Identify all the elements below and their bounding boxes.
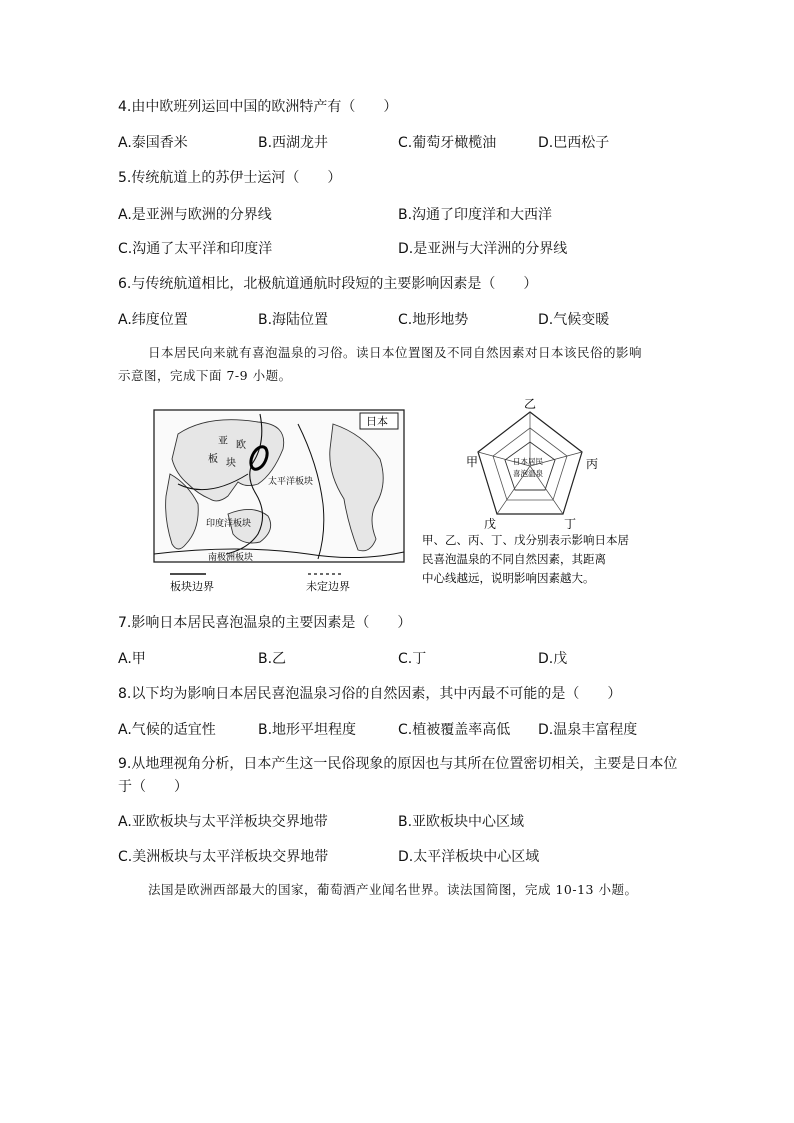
q6-option-c: C.地形地势: [398, 312, 469, 328]
radar-center-line-1: 日本居民: [513, 457, 543, 466]
q5-option-a: A.是亚洲与欧洲的分界线: [118, 207, 272, 223]
radar-label-yi: 乙: [524, 397, 537, 411]
q4-option-c: C.葡萄牙橄榄油: [398, 135, 497, 151]
q5-option-b: B.沟通了印度洋和大西洋: [398, 207, 553, 223]
q7-option-b: B.乙: [258, 651, 287, 667]
q9-option-b: B.亚欧板块中心区域: [398, 814, 525, 830]
q6-option-b: B.海陆位置: [258, 312, 329, 328]
q8-option-a: A.气候的适宜性: [118, 722, 216, 738]
q6-option-d: D.气候变暖: [538, 312, 610, 328]
radar-caption-line-2: 民喜泡温泉的不同自然因素，其距离: [422, 552, 606, 566]
radar-label-wu: 戊: [484, 517, 497, 531]
radar-label-ding: 丁: [564, 517, 577, 531]
map-japan-label: 日本: [366, 415, 388, 428]
map-label-ban: 板: [208, 454, 218, 465]
question-5-stem: 5.传统航道上的苏伊士运河（ ）: [118, 170, 342, 186]
legend-undetermined-boundary: 未定边界: [306, 580, 350, 593]
q4-option-b: B.西湖龙井: [258, 135, 329, 151]
question-7-stem: 7.影响日本居民喜泡温泉的主要因素是（ ）: [118, 615, 412, 631]
radar-label-jia: 甲: [466, 455, 479, 469]
map-label-indian-plate: 印度洋板块: [206, 519, 252, 529]
q8-option-d: D.温泉丰富程度: [538, 722, 638, 738]
q9-option-a: A.亚欧板块与太平洋板块交界地带: [118, 814, 328, 830]
q4-option-a: A.泰国香米: [118, 135, 188, 151]
intro-france: 法国是欧洲西部最大的国家，葡萄酒产业闻名世界。读法国简图，完成 10-13 小题。: [148, 882, 638, 897]
map-label-kuai: 块: [226, 458, 236, 469]
question-4-stem: 4.由中欧班列运回中国的欧洲特产有（ ）: [118, 99, 398, 115]
map-label-pacific-plate: 太平洋板块: [268, 477, 314, 487]
q9-option-c: C.美洲板块与太平洋板块交界地带: [118, 849, 329, 865]
radar-center-line-2: 喜泡温泉: [513, 469, 543, 478]
intro-japan-line-2: 示意图，完成下面 7-9 小题。: [118, 368, 292, 383]
q8-option-c: C.植被覆盖率高低: [398, 722, 511, 738]
q8-option-b: B.地形平坦程度: [258, 722, 357, 738]
radar-label-bing: 丙: [586, 457, 599, 471]
question-9-stem-line-1: 9.从地理视角分析，日本产生这一民俗现象的原因也与其所在位置密切相关，主要是日本位: [118, 756, 678, 772]
radar-caption-line-1: 甲、乙、丙、丁、戊分别表示影响日本居: [422, 533, 629, 547]
radar-caption-line-3: 中心线越远，说明影响因素越大。: [422, 571, 595, 585]
plate-map-figure: [148, 404, 410, 594]
map-label-ya: 亚: [218, 436, 228, 447]
q7-option-d: D.戊: [538, 651, 568, 667]
q5-option-c: C.沟通了太平洋和印度洋: [118, 241, 273, 257]
question-8-stem: 8.以下均为影响日本居民喜泡温泉习俗的自然因素，其中丙最不可能的是（ ）: [118, 686, 622, 702]
q7-option-c: C.丁: [398, 651, 427, 667]
radar-figure: [418, 396, 648, 596]
q7-option-a: A.甲: [118, 651, 146, 667]
legend-plate-boundary: 板块边界: [170, 580, 214, 593]
q6-option-a: A.纬度位置: [118, 312, 188, 328]
question-9-stem-line-2: 于（ ）: [118, 779, 188, 795]
question-6-stem: 6.与传统航道相比，北极航道通航时段短的主要影响因素是（ ）: [118, 276, 538, 292]
intro-japan-line-1: 日本居民向来就有喜泡温泉的习俗。读日本位置图及不同自然因素对日本该民俗的影响: [148, 345, 643, 360]
map-label-antarctic-plate: 南极洲板块: [208, 553, 254, 563]
q5-option-d: D.是亚洲与大洋洲的分界线: [398, 241, 568, 257]
map-label-ou: 欧: [236, 440, 246, 451]
q9-option-d: D.太平洋板块中心区域: [398, 849, 540, 865]
q4-option-d: D.巴西松子: [538, 135, 610, 151]
